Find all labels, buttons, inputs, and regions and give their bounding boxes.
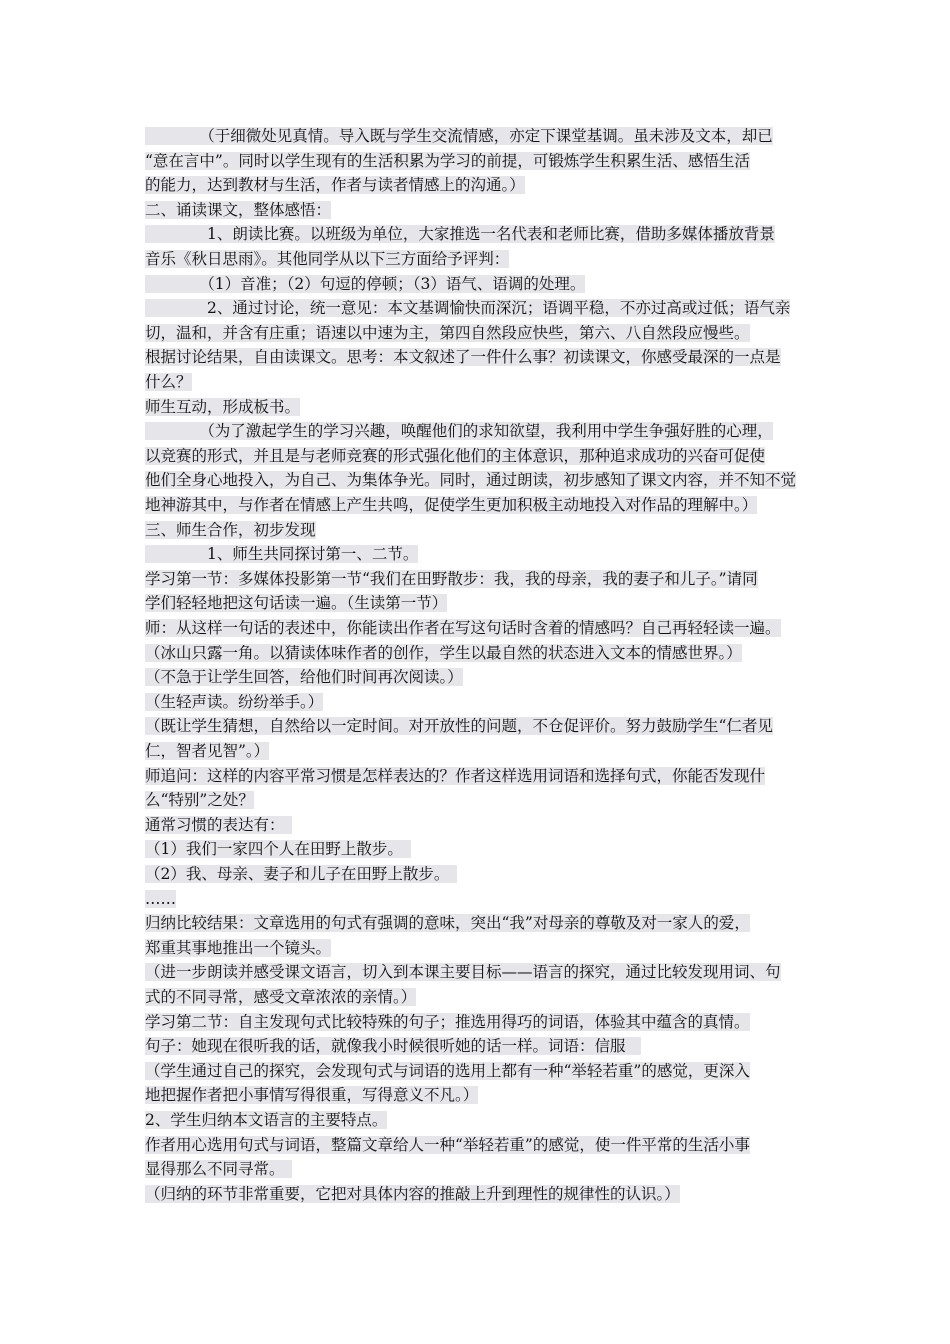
text-line <box>145 913 750 933</box>
text-line-content: （1）我们一家四个人在田野上散步。 <box>145 840 411 859</box>
text-line-content: （生轻声读。纷纷举手。） <box>145 692 324 711</box>
text-line <box>145 298 790 318</box>
text-line <box>145 938 331 958</box>
text-line-content: “意在言中”。同时以学生现有的生活积累为学习的前提，可锻炼学生积累生活、感悟生活 <box>145 151 750 170</box>
text-line-content: 师生互动，形成板书。 <box>145 397 301 416</box>
text-line-content: 三、师生合作，初步发现 <box>145 520 316 539</box>
text-line <box>145 224 775 244</box>
text-line-content: 郑重其事地推出一个镜头。 <box>145 938 332 957</box>
text-line <box>145 544 418 564</box>
text-line <box>145 790 254 810</box>
text-line <box>145 889 176 909</box>
text-line <box>145 643 742 663</box>
text-line-content: 仁，智者见智”。） <box>145 742 270 760</box>
text-line <box>145 1184 680 1204</box>
text-line-content: 通常习惯的表达有： <box>145 815 293 834</box>
text-line-content: 式的不同寻常，感受文章浓浓的亲情。） <box>145 988 417 1006</box>
text-line <box>145 1135 750 1155</box>
text-line <box>145 987 416 1007</box>
text-line <box>145 446 765 466</box>
text-line <box>145 815 292 835</box>
text-line <box>145 692 323 712</box>
text-line <box>145 126 773 146</box>
text-line-content: （学生通过自己的探究，会发现句式与词语的选用上都有一种“举轻若重”的感觉，更深入 <box>145 1061 750 1080</box>
text-line <box>145 347 781 367</box>
text-line <box>145 151 750 171</box>
text-line-content: （2）我、母亲、妻子和儿子在田野上散步。 <box>145 865 458 883</box>
text-line-content: （1）音准；（2）句逗的停顿；（3）语气、语调的处理。 <box>145 274 586 293</box>
text-line-content: 音乐《秋日思雨》。其他同学从以下三方面给予评判： <box>145 250 510 268</box>
text-line <box>145 200 331 220</box>
text-line-content: （不急于让学生回答，给他们时间再次阅读。） <box>145 668 463 687</box>
text-line <box>145 1012 750 1032</box>
text-line <box>145 741 269 761</box>
text-line-content: 1、朗读比赛。以班级为单位，大家推选一名代表和老师比赛，借助多媒体播放背景 <box>145 225 775 244</box>
text-line-content: （冰山只露一角。以猜读体味作者的创作，学生以最自然的状态进入文本的情感世界。） <box>145 643 742 662</box>
text-line-content: 以竞赛的形式，并且是与老师竞赛的形式强化他们的主体意识，那种追求成功的兴奋可促使 <box>145 446 766 465</box>
text-line <box>145 766 765 786</box>
text-line <box>145 864 457 884</box>
text-line-content: 二、诵读课文，整体感悟： <box>145 200 332 219</box>
text-line <box>145 495 757 515</box>
text-line-content: （为了激起学生的学习兴趣，唤醒他们的求知欲望，我利用中学生争强好胜的心理， <box>145 422 773 441</box>
text-line <box>145 618 781 638</box>
text-line <box>145 249 509 269</box>
text-line <box>145 372 192 392</box>
text-line-content: …… <box>145 889 176 908</box>
text-line <box>145 274 585 294</box>
text-line <box>145 175 525 195</box>
text-line-content: 归纳比较结果：文章选用的句式有强调的意味，突出“我”对母亲的尊敬及对一家人的爱， <box>145 914 750 933</box>
text-line-content: 显得那么不同寻常。 <box>145 1160 293 1179</box>
text-line-content: 么“特别”之处？ <box>145 791 254 810</box>
text-line <box>145 1036 641 1056</box>
text-line-content: 学们轻轻地把这句话读一遍。（生读第一节） <box>145 594 448 613</box>
text-line-content: 地把握作者把小事情写得很重，写得意义不凡。） <box>145 1086 479 1105</box>
text-line-content: （进一步朗读并感受课文语言，切入到本课主要目标——语言的探究，通过比较发现用词、句 <box>145 963 781 982</box>
text-line-content: （既让学生猜想，自然给以一定时间。对开放性的问题，不仓促评价。努力鼓励学生“仁者见 <box>145 717 773 736</box>
text-line-content: 作者用心选用句式与词语，整篇文章给人一种“举轻若重”的感觉，使一件平常的生活小事 <box>145 1135 750 1154</box>
text-line-content: 学习第一节：多媒体投影第一节“我们在田野散步：我，我的母亲，我的妻子和儿子。”请同 <box>145 569 758 588</box>
text-line-content: 2、学生归纳本文语言的主要特点。 <box>145 1111 388 1129</box>
text-line <box>145 839 411 859</box>
text-line-content: （于细微处见真情。导入既与学生交流情感，亦定下课堂基调。虽未涉及文本，却已 <box>145 127 773 145</box>
text-line <box>145 1110 387 1130</box>
text-line-content: （归纳的环节非常重要，它把对具体内容的推敲上升到理性的规律性的认识。） <box>145 1184 680 1203</box>
text-line <box>145 323 750 343</box>
text-line <box>145 962 781 982</box>
text-line <box>145 667 463 687</box>
text-line <box>145 421 773 441</box>
text-line-content: 切，温和，并含有庄重；语速以中速为主，第四自然段应快些，第六、八自然段应慢些。 <box>145 323 750 342</box>
text-line <box>145 397 300 417</box>
text-line-content: 他们全身心地投入，为自己、为集体争光。同时，通过朗读，初步感知了课文内容，并不知不觉 <box>145 471 797 490</box>
text-line <box>145 1061 750 1081</box>
text-line <box>145 716 773 736</box>
text-line-content: 根据讨论结果，自由读课文。思考：本文叙述了一件什么事？初读课文，你感受最深的一点是 <box>145 348 781 367</box>
text-line-content: 什么？ <box>145 373 192 391</box>
text-line-content: 2、通过讨论，统一意见：本文基调愉快而深沉；语调平稳，不亦过高或过低；语气亲 <box>145 299 791 318</box>
text-line-content: 地神游其中，与作者在情感上产生共鸣，促使学生更加积极主动地投入对作品的理解中。） <box>145 496 758 514</box>
text-line <box>145 1159 292 1179</box>
text-line-content: 学习第二节：自主发现句式比较特殊的句子；推选用得巧的词语，体验其中蕴含的真情。 <box>145 1012 750 1031</box>
text-line <box>145 569 758 589</box>
text-line-content: 师：从这样一句话的表述中，你能读出作者在写这句话时含着的情感吗？自己再轻轻读一遍。 <box>145 619 781 637</box>
text-line <box>145 1085 478 1105</box>
text-line <box>145 520 316 540</box>
text-line-content: 1、师生共同探讨第一、二节。 <box>145 545 419 564</box>
text-line-content: 的能力，达到教材与生活，作者与读者情感上的沟通。） <box>145 176 525 195</box>
text-line <box>145 593 447 613</box>
text-line-content: 句子：她现在很听我的话，就像我小时候很听她的话一样。词语：信服 <box>145 1037 642 1056</box>
text-line <box>145 470 796 490</box>
text-line-content: 师追问：这样的内容平常习惯是怎样表达的？作者这样选用词语和选择句式，你能否发现什 <box>145 766 766 785</box>
